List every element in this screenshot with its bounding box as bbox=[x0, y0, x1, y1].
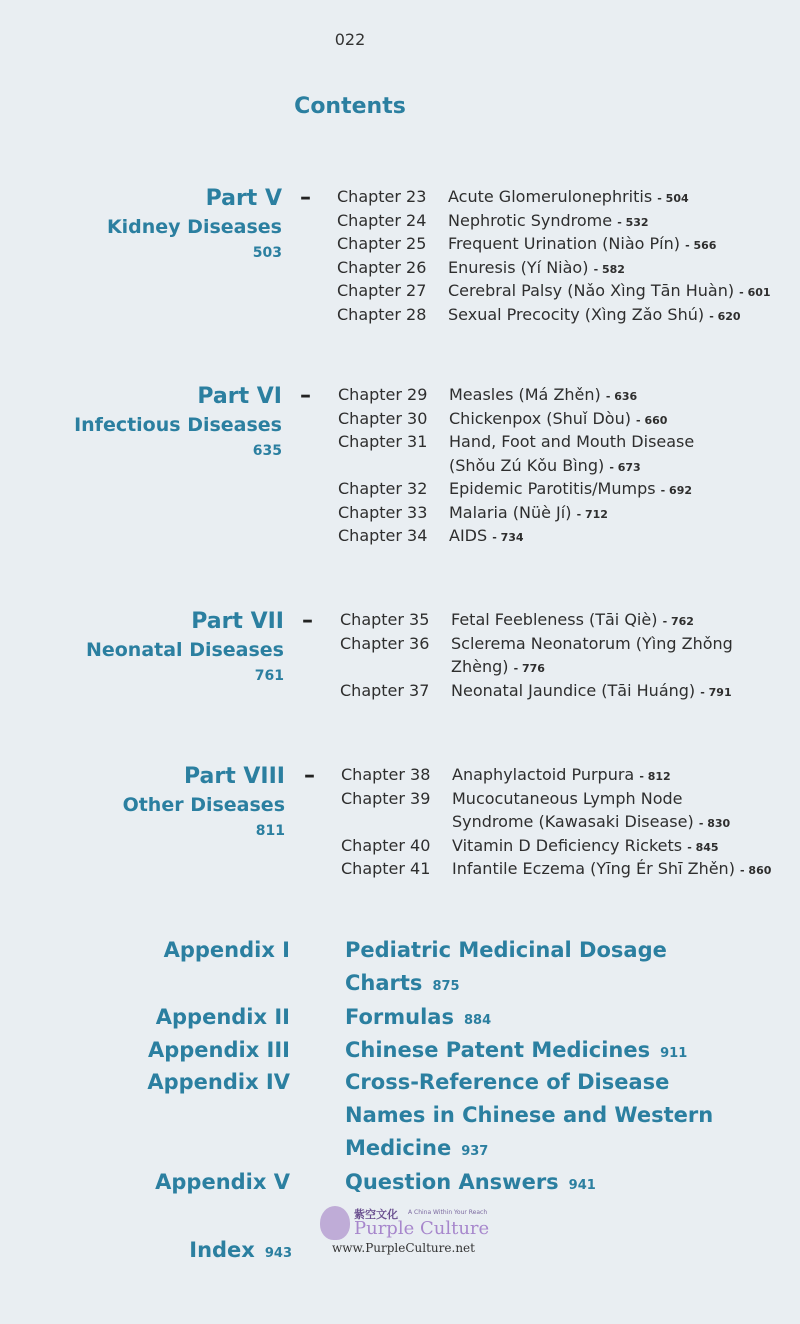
chapter-label: Chapter 29 bbox=[338, 385, 428, 404]
chapter-title-wrap bbox=[451, 632, 736, 681]
part-page: 811 bbox=[255, 823, 285, 839]
chapter-label: Chapter 23 bbox=[337, 187, 427, 206]
appendix-page: 884 bbox=[463, 1013, 492, 1028]
appendix-title: Pediatric Medicinal Dosage Charts bbox=[345, 938, 667, 995]
appendix-title: Question Answers bbox=[345, 1170, 559, 1194]
chapter-page: - 636 bbox=[605, 390, 638, 403]
part-heading bbox=[0, 608, 284, 688]
chapter-title-wrap bbox=[449, 430, 699, 479]
appendix-title-wrap bbox=[345, 1166, 745, 1202]
part-name: Neonatal Diseases bbox=[85, 639, 284, 661]
chapter-title-wrap bbox=[449, 477, 794, 503]
chapter-page: - 660 bbox=[636, 413, 668, 427]
watermark-url: www.PurpleCulture.net bbox=[332, 1241, 475, 1255]
chapter-page: - 812 bbox=[639, 770, 671, 783]
chapter-title-wrap bbox=[449, 383, 794, 409]
chapter-title-wrap bbox=[449, 407, 794, 433]
chapter-label: Chapter 38 bbox=[341, 765, 431, 784]
part-name: Other Diseases bbox=[122, 794, 285, 816]
part-heading bbox=[0, 763, 285, 843]
chapter-title-wrap bbox=[448, 303, 793, 329]
chapter-title: Cerebral Palsy (Nǎo Xìng Tān Huàn) bbox=[448, 281, 735, 300]
chapter-label: Chapter 33 bbox=[338, 502, 428, 522]
chapter-title: Vitamin D Deficiency Rickets bbox=[452, 835, 683, 855]
chapter-page: - 620 bbox=[709, 309, 741, 323]
part-page: 635 bbox=[252, 443, 282, 459]
chapter-label: Chapter 39 bbox=[341, 788, 431, 808]
part-number: Part V bbox=[205, 186, 282, 211]
chapter-label: Chapter 32 bbox=[338, 479, 428, 498]
chapter-title: Enuresis (Yí Niào) bbox=[448, 257, 589, 277]
chapter-page: - 532 bbox=[617, 215, 649, 229]
chapter-title: Fetal Feebleness (Tāi Qiè) bbox=[451, 610, 658, 629]
part-page: 761 bbox=[254, 668, 284, 684]
appendix-label: Appendix IV bbox=[147, 1070, 290, 1094]
part-name: Kidney Diseases bbox=[106, 216, 282, 238]
chapter-title: Measles (Má Zhěn) bbox=[449, 385, 601, 404]
chapter-title: Sexual Precocity (Xìng Zǎo Shú) bbox=[448, 304, 705, 324]
index-label: Index bbox=[189, 1238, 255, 1262]
chapter-page: - 582 bbox=[593, 262, 625, 276]
chapter-page: - 712 bbox=[576, 507, 608, 521]
chapter-page: - 845 bbox=[687, 840, 719, 854]
chapter-page: - 692 bbox=[660, 484, 693, 497]
part-number: Part VI bbox=[197, 384, 282, 409]
part-dash: – bbox=[300, 185, 311, 210]
part-number: Part VIII bbox=[184, 764, 285, 789]
chapter-title-wrap bbox=[448, 209, 793, 235]
watermark-name: Purple Culture bbox=[354, 1218, 490, 1239]
purple-culture-watermark bbox=[320, 1204, 520, 1256]
chapter-title-wrap bbox=[448, 185, 793, 211]
appendix-page: 937 bbox=[461, 1144, 489, 1159]
chapter-page: - 734 bbox=[492, 531, 524, 544]
appendix-page: 875 bbox=[432, 979, 460, 994]
chapter-title: Frequent Urination (Niào Pín) bbox=[448, 234, 680, 253]
chapter-page: - 673 bbox=[609, 460, 641, 474]
appendix-page: 941 bbox=[568, 1178, 596, 1193]
part-heading bbox=[0, 383, 282, 463]
chapter-label: Chapter 30 bbox=[338, 408, 428, 428]
chapter-title: Infantile Eczema (Yīng Ér Shī Zhěn) bbox=[452, 859, 735, 878]
chapter-title: Nephrotic Syndrome bbox=[448, 210, 613, 230]
chapter-title: Acute Glomerulonephritis bbox=[448, 187, 653, 206]
chapter-title: Anaphylactoid Purpura bbox=[452, 765, 635, 784]
chapter-label: Chapter 28 bbox=[337, 304, 427, 324]
chapter-label: Chapter 36 bbox=[340, 633, 430, 653]
chapter-title-wrap bbox=[452, 834, 797, 860]
chapter-title: Mucocutaneous Lymph Node Syndrome (Kawasaki Disease) bbox=[452, 788, 694, 831]
appendix-title-wrap bbox=[345, 1001, 745, 1037]
purple-culture-logo-icon bbox=[320, 1206, 350, 1240]
chapter-title: Chickenpox (Shuǐ Dòu) bbox=[449, 408, 631, 428]
chapter-title-wrap bbox=[451, 608, 796, 634]
chapter-label: Chapter 41 bbox=[341, 859, 431, 878]
appendix-label: Appendix V bbox=[155, 1170, 290, 1194]
chapter-label: Chapter 26 bbox=[337, 257, 427, 277]
chapter-page: - 504 bbox=[657, 192, 689, 205]
chapter-title-wrap bbox=[448, 279, 793, 305]
chapter-title: Epidemic Parotitis/Mumps bbox=[449, 479, 656, 498]
appendix-title: Cross-Reference of Disease Names in Chinese and Western Medicine bbox=[345, 1070, 714, 1160]
part-name: Infectious Diseases bbox=[74, 414, 282, 436]
index-label-wrap bbox=[0, 1234, 292, 1270]
appendix-title-wrap bbox=[345, 934, 675, 1003]
chapter-page: - 860 bbox=[740, 864, 772, 877]
chapter-title-wrap bbox=[451, 679, 796, 705]
appendix-title: Chinese Patent Medicines bbox=[345, 1038, 651, 1062]
chapter-page: - 601 bbox=[739, 286, 771, 299]
chapter-label: Chapter 27 bbox=[337, 281, 427, 300]
watermark-tagline: A China Within Your Reach bbox=[408, 1209, 488, 1216]
chapter-title-wrap bbox=[448, 256, 793, 282]
part-dash: – bbox=[302, 608, 313, 633]
chapter-page: - 776 bbox=[513, 662, 545, 675]
chapter-title-wrap bbox=[452, 787, 762, 836]
chapter-page: - 566 bbox=[685, 239, 717, 252]
chapter-title: Hand, Foot and Mouth Disease (Shǒu Zú Kǒu Bìng) bbox=[449, 432, 695, 475]
appendix-page: 911 bbox=[660, 1046, 688, 1061]
chapter-label: Chapter 31 bbox=[338, 432, 428, 451]
chapter-title: Malaria (Nüè Jí) bbox=[449, 502, 572, 522]
chapter-label: Chapter 40 bbox=[341, 835, 431, 855]
chapter-label: Chapter 25 bbox=[337, 234, 427, 253]
part-dash: – bbox=[304, 763, 315, 788]
chapter-label: Chapter 34 bbox=[338, 526, 428, 545]
chapter-title: AIDS bbox=[449, 526, 488, 545]
part-number: Part VII bbox=[191, 609, 284, 634]
appendix-label: Appendix II bbox=[155, 1005, 290, 1029]
part-dash: – bbox=[300, 383, 311, 408]
chapter-title-wrap bbox=[452, 857, 797, 883]
chapter-title-wrap bbox=[449, 501, 794, 527]
chapter-title: Neonatal Jaundice (Tāi Huáng) bbox=[451, 680, 696, 700]
chapter-label: Chapter 35 bbox=[340, 610, 430, 629]
chapter-title: Sclerema Neonatorum (Yìng Zhǒng Zhèng) bbox=[451, 633, 733, 676]
chapter-title-wrap bbox=[452, 763, 797, 789]
chapter-title-wrap bbox=[448, 232, 793, 258]
chapter-title-wrap bbox=[449, 524, 794, 550]
chapter-page: - 830 bbox=[698, 817, 731, 830]
appendix-label: Appendix III bbox=[147, 1038, 290, 1062]
part-heading bbox=[0, 185, 282, 265]
chapter-page: - 762 bbox=[662, 615, 694, 628]
appendix-title: Formulas bbox=[345, 1005, 454, 1029]
page-number: 022 bbox=[334, 30, 366, 49]
chapter-page: - 791 bbox=[700, 685, 732, 699]
appendix-title-wrap bbox=[345, 1034, 745, 1070]
index-page: 943 bbox=[264, 1246, 292, 1261]
contents-title: Contents bbox=[294, 94, 406, 119]
chapter-label: Chapter 24 bbox=[337, 210, 427, 230]
chapter-label: Chapter 37 bbox=[340, 680, 430, 700]
part-page: 503 bbox=[252, 245, 282, 261]
appendix-label: Appendix I bbox=[163, 938, 290, 962]
appendix-title-wrap bbox=[345, 1066, 725, 1168]
watermark-chinese: 紫空文化 bbox=[354, 1208, 398, 1221]
